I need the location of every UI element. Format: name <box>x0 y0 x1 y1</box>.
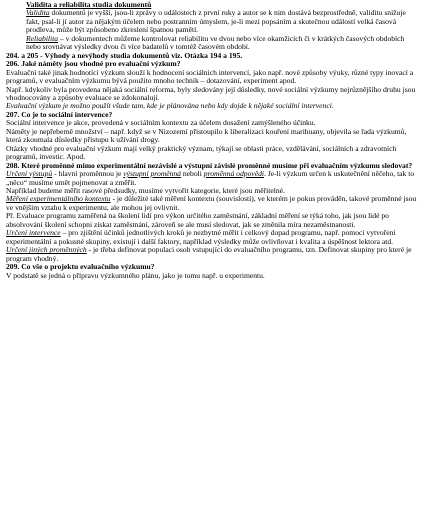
q208-context-paragraph <box>6 195 419 212</box>
q209-heading: 209. Co vše o projektu evaluačního výzkumu? <box>6 262 155 272</box>
reliability-term: Reliabilita <box>26 33 59 43</box>
outputs-text-c: neboli <box>180 169 204 179</box>
q206-paragraph-3: Evaluační výzkum je možno použít všude tam, kde je plánována nebo kdy dojde k nějaké sociální intervenci. <box>6 101 334 111</box>
q208-outputs-paragraph <box>6 170 419 187</box>
q207-paragraph-2: Náměty je nepřeberně množství – např. když se v Nizozemí přistoupilo k liberalizaci kouření marihuany, objevila se řada výzkumů, která zkoumala důsledky přístupu k užívání drogy. <box>6 126 407 145</box>
reliability-paragraph <box>6 35 419 52</box>
q207-paragraph-3: Otázky vhodné pro evaluační výzkum mají velký praktický význam, týkají se oblasti práce, vzdělávání, sociálních a zdravotních programů, investic. Apod. <box>6 143 397 162</box>
q206-heading: 206. Jaké náměty jsou vhodné pro evaluační výzkum? <box>6 59 181 69</box>
response-variable-term: proměnná odpovědi <box>203 169 265 179</box>
outputs-term: Určení výstupů <box>6 169 53 179</box>
q204-heading: 204. a 205 - Výhody a nevýhody studia dokumentů viz. Otázka 194 a 195. <box>6 50 243 60</box>
q207-paragraph-1: Sociální intervence je akce, provedená v sociálním kontextu za účelem dosažení zamýšleného účinku. <box>6 118 316 128</box>
intervention-term: Určení intervence <box>6 228 61 238</box>
intervention-text: – pro zjištění účinků jednotlivých kroků je nezbytné měřit i celkový dopad programu, např. pomocí vytvoření experimentální a pokusné skupiny, existují i další faktory, například výsledky může ovlivňovat i kvalita a úspěšnost lektora atd. <box>6 228 396 246</box>
other-variables-text: - je třeba definovat populaci osob vstupující do evaluačního programu, tzn. Definovat skupiny pro které je program vhodný. <box>6 245 412 263</box>
q208-paragraph-2: Například budeme měřit rasové předsudky, musíme vytvořit kategorie, které jsou měřitelné. <box>6 185 285 195</box>
outputs-text-a: - hlavní proměnnou je <box>52 169 124 179</box>
outputs-text-e: . Je-li výzkum určen k uskutečnění něčeho, tak to „něco“ musíme umět pojmenovat a změřit. <box>6 169 415 187</box>
q208-heading: 208. Které proměnné mimo experimentální nezávislé a výstupní závislé proměnné musíme při evaluačním výzkumu sledovat? <box>6 160 413 170</box>
q208-other-variables-paragraph <box>6 246 419 263</box>
q208-paragraph-4: Př. Evaluace programu zaměřená na školení lidí pro výkon určitého zaměstnání, základní měření se týká toho, jak jsou lidé po absolvování školení schopni získat zaměstnání, zároveň se ale musí sledovat, jak se změnila míra nezaměstnanosti. <box>6 211 389 229</box>
validity-paragraph <box>6 9 419 34</box>
validity-term: Validita <box>26 8 50 18</box>
output-variable-term: výstupní proměnná <box>123 169 181 179</box>
q209-paragraph-1: V podstatě se jedná o přípravu výzkumného plánu, jako je tomu např. u experimentu. <box>6 270 265 280</box>
context-term: Měření experimentálního kontextu <box>6 194 111 204</box>
other-variables-term: Určení jiných proměnných <box>6 245 87 255</box>
validity-text: dokumentů je vyšší, jsou-li zprávy o událostech z první ruky a autor se k nim dostává bezprostředně, validitu snižuje fakt, psal-li jí autor za nějakým účelem nebo postranním úmyslem, je-li mezi popsáním a skutečnou událostí velká časová prodleva, může být způsobeno zkreslení špatnou pamětí. <box>26 8 406 35</box>
context-text: - je důležité také měření kontextu (souvislostí), ve kterém je pokus prováděn, takové proměnné jsou ve vnějším vztahu k experimentu, ale mohou jej ovlivnit. <box>6 194 417 212</box>
q206-paragraph-1: Evaluační také jinak hodnotící výzkum slouží k hodnocení sociálních intervencí, jako např. nové způsoby výuky, různé typy inovací a programů, v evaluačním výzkumu bývá použito mnoho technik – dotazování, experiment apod. <box>6 67 414 86</box>
section-title: Validita a reliabilita studia dokumentů <box>26 0 152 9</box>
q208-intervention-paragraph <box>6 229 419 246</box>
reliability-text: – v dokumentech můžeme kontrolovat reliabilitu ve dvou nebo více okamžicích či v krátkých časových obdobích nebo srovnávat výsledky dvou či více badatelů v tomtéž časovém období. <box>26 33 405 52</box>
q206-paragraph-2: Např. kdykoliv byla provedena nějaká sociální reforma, byly sledovány její důsledky, nové sociální výzkumy nejrůznějšího druhu jsou vhodnocovány a způsoby evaluace se zdokonalují. <box>6 84 416 102</box>
q207-heading: 207. Co je to sociální intervence? <box>6 109 113 119</box>
